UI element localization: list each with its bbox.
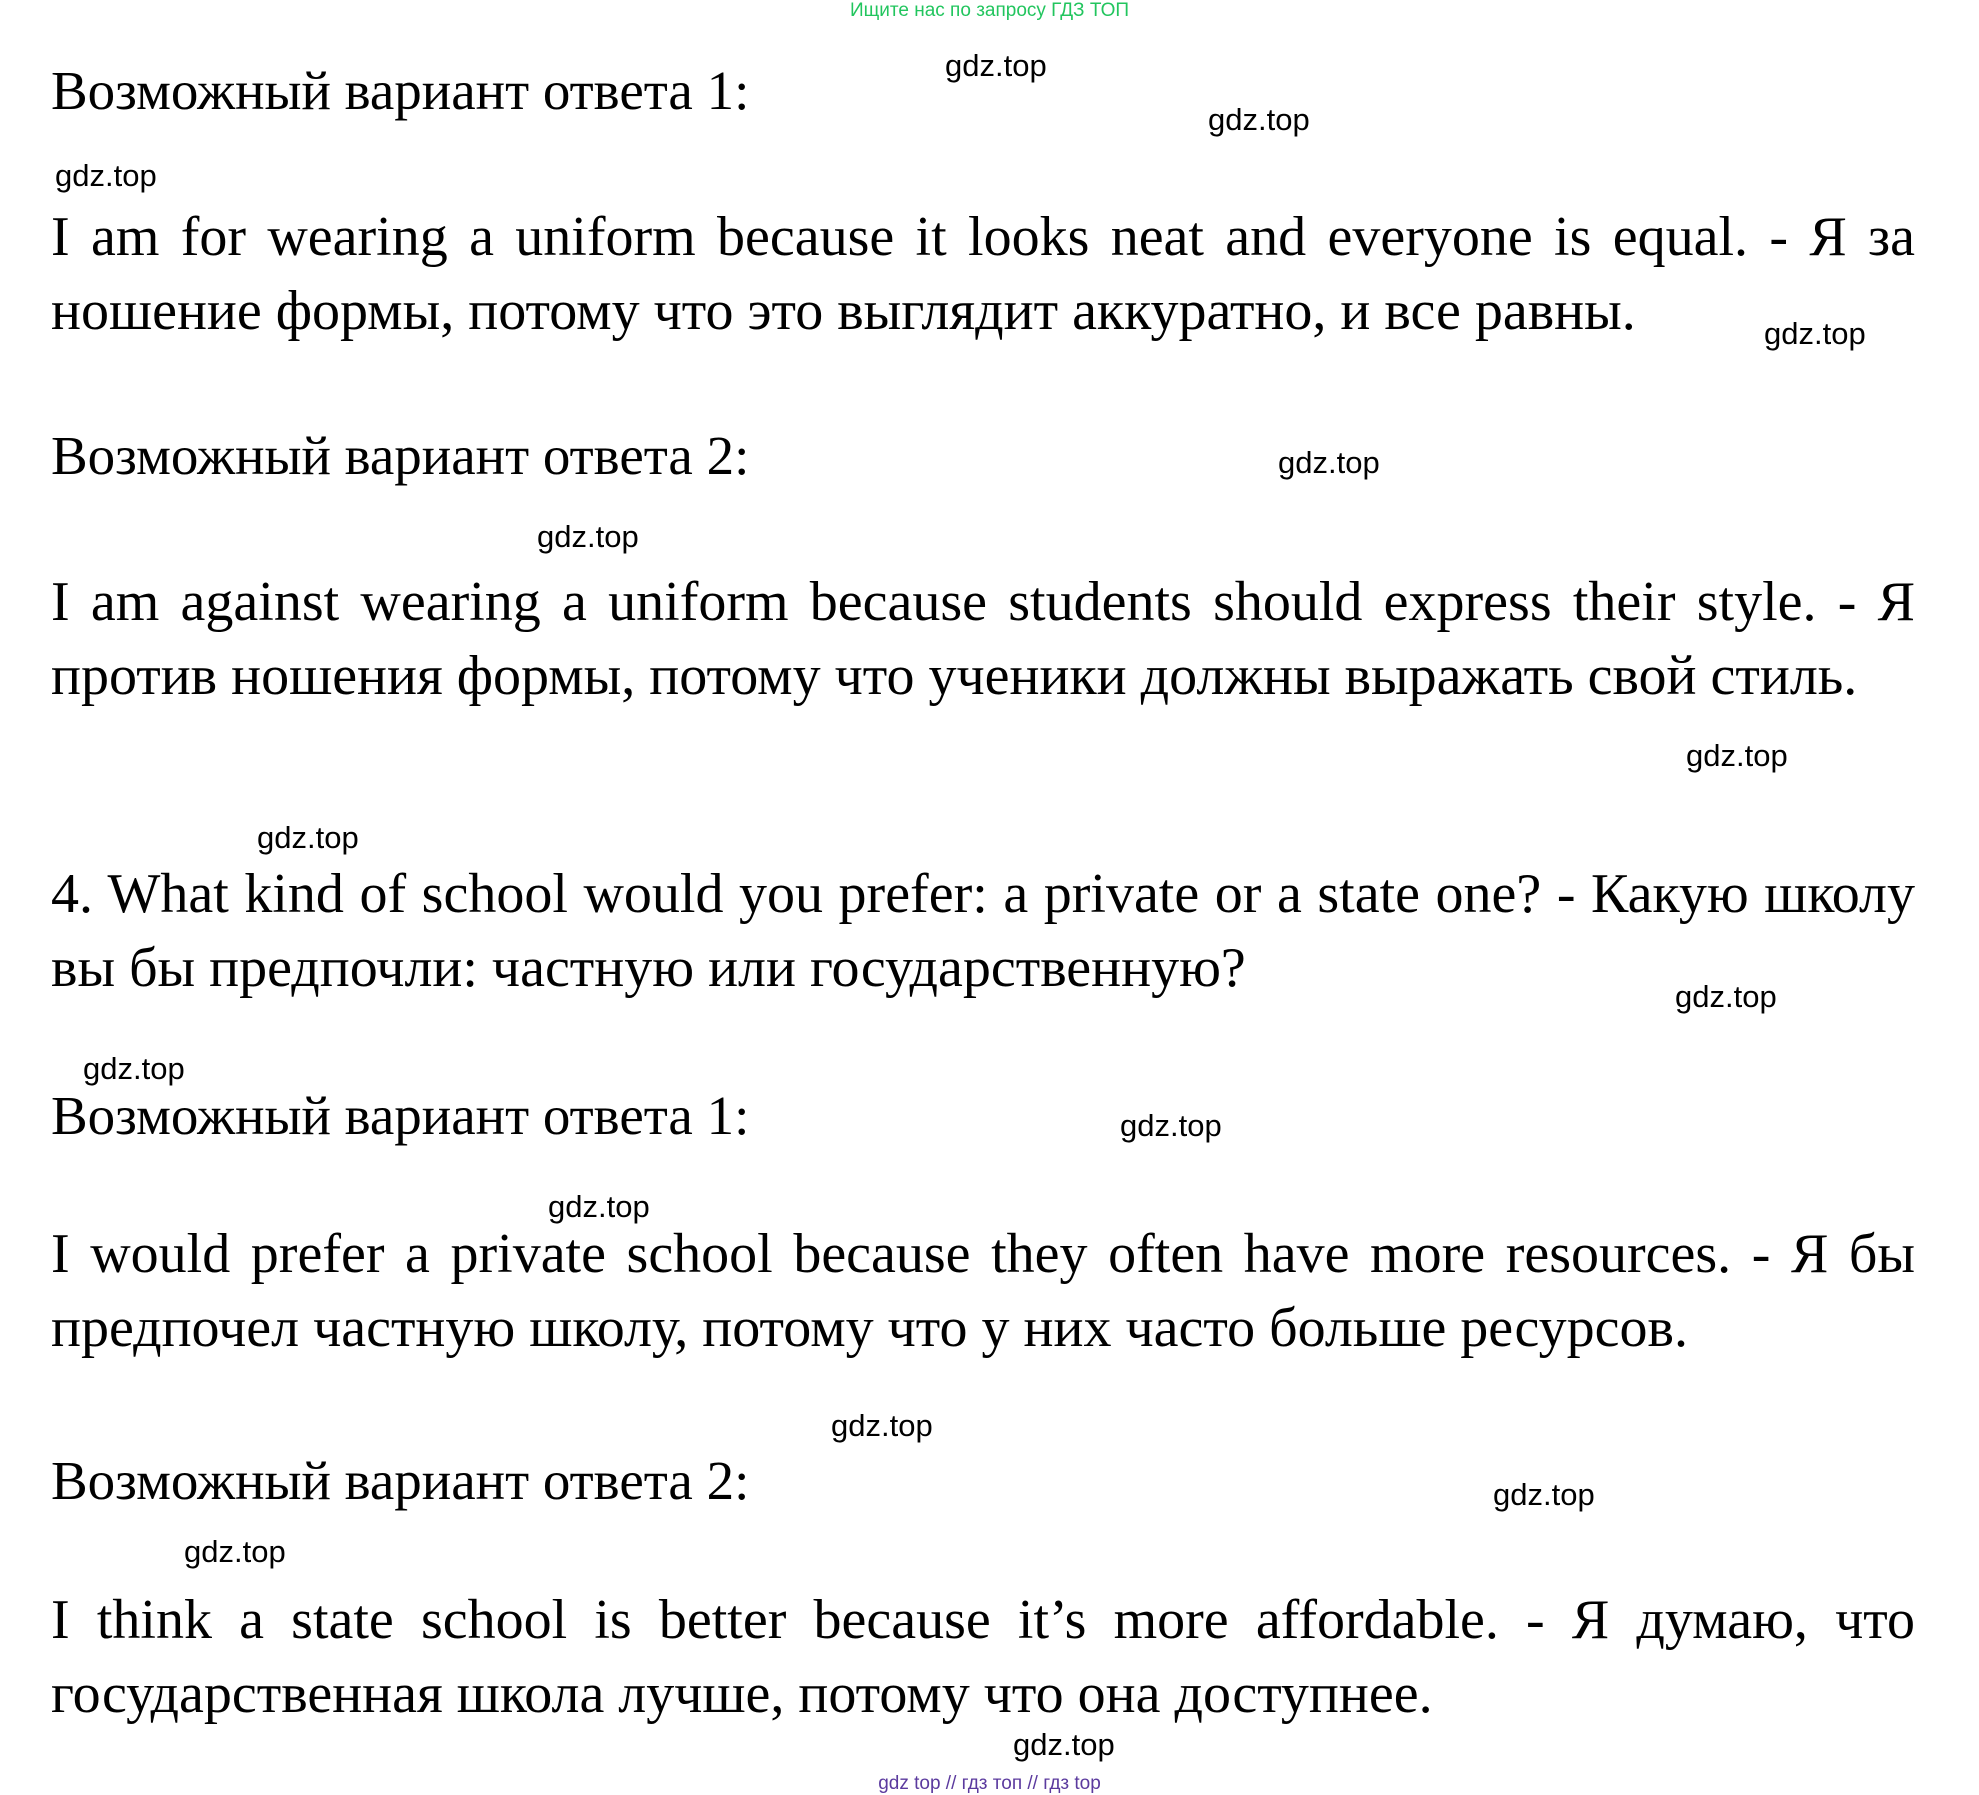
answer-heading-3: Возможный вариант ответа 1: <box>51 1085 750 1146</box>
answer-text-4: I think a state school is better because it’s more affordable. - Я думаю, что государственная школа лучше, потому что она доступнее. <box>51 1589 1915 1725</box>
watermark: gdz.top <box>831 1408 933 1443</box>
top-banner: Ищите нас по запросу ГДЗ ТОП <box>849 0 1130 21</box>
answer-heading-1: Возможный вариант ответа 1: <box>51 60 750 121</box>
watermark: gdz.top <box>1120 1108 1222 1143</box>
question-4: 4. What kind of school would you prefer: a private or a state one? - Какую школу вы бы предпочли: частную или государственную? <box>51 863 1915 999</box>
answer-text-3: I would prefer a private school because they often have more resources. - Я бы предпочел частную школу, потому что у них часто больше ресурсов. <box>51 1223 1915 1359</box>
watermark: gdz.top <box>1013 1727 1115 1762</box>
answer-text-2: I am against wearing a uniform because students should express their style. - Я против ношения формы, потому что ученики должны выражать свой стиль. <box>51 571 1915 707</box>
answer-text-1: I am for wearing a uniform because it looks neat and everyone is equal. - Я за ношение формы, потому что это выглядит аккуратно, и все равны. <box>51 206 1915 342</box>
watermark: gdz.top <box>184 1534 286 1569</box>
watermark: gdz.top <box>548 1189 650 1224</box>
watermark: gdz.top <box>537 519 639 554</box>
answer-heading-4: Возможный вариант ответа 2: <box>51 1450 750 1511</box>
watermark: gdz.top <box>257 820 359 855</box>
watermark: gdz.top <box>55 158 157 193</box>
watermark: gdz.top <box>1278 445 1380 480</box>
watermark: gdz.top <box>83 1051 185 1086</box>
watermark: gdz.top <box>1686 738 1788 773</box>
watermark: gdz.top <box>945 48 1047 83</box>
answer-heading-2: Возможный вариант ответа 2: <box>51 425 750 486</box>
watermark: gdz.top <box>1493 1477 1595 1512</box>
watermark: gdz.top <box>1208 102 1310 137</box>
footer: gdz top // гдз топ // гдз top <box>878 1773 1101 1794</box>
watermark: gdz.top <box>1764 316 1866 351</box>
watermark: gdz.top <box>1675 979 1777 1014</box>
